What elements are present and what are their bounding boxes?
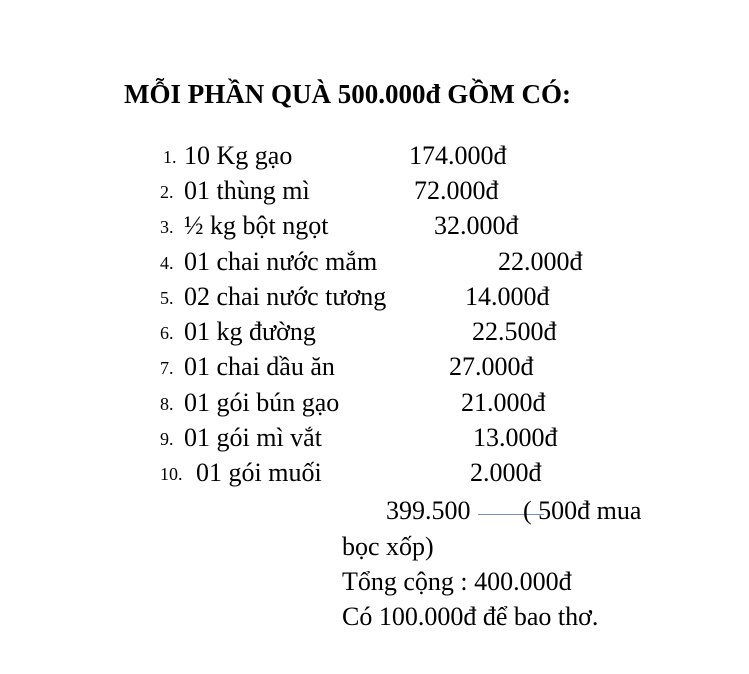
- item-number: 9.: [160, 429, 174, 449]
- item-price: 21.000đ: [461, 388, 546, 417]
- item-price: 72.000đ: [414, 176, 499, 205]
- note-line-1: ( 500đ mua: [523, 496, 642, 525]
- item-name: 10 Kg gạo: [184, 141, 293, 170]
- document-title: MỖI PHẦN QUÀ 500.000đ GỒM CÓ:: [124, 79, 571, 109]
- item-number: 3.: [160, 217, 174, 237]
- item-price: 32.000đ: [434, 211, 519, 240]
- item-number: 7.: [160, 358, 174, 378]
- item-name: 01 gói muối: [196, 458, 322, 487]
- item-name: 01 chai dầu ăn: [184, 352, 335, 381]
- item-price: 22.000đ: [498, 247, 583, 276]
- item-name: 01 chai nước mắm: [184, 247, 378, 276]
- item-name: ½ kg bột ngọt: [184, 211, 329, 240]
- item-price: 13.000đ: [473, 423, 558, 452]
- item-number: 5.: [160, 288, 174, 308]
- subtotal: 399.500: [386, 496, 471, 525]
- item-price: 174.000đ: [409, 141, 507, 170]
- item-name: 01 kg đường: [184, 317, 316, 346]
- item-number: 2.: [160, 182, 174, 202]
- item-number: 4.: [160, 253, 174, 273]
- item-name: 01 thùng mì: [184, 176, 310, 205]
- item-price: 14.000đ: [465, 282, 550, 311]
- item-name: 01 gói bún gạo: [184, 388, 340, 417]
- item-price: 22.500đ: [472, 317, 557, 346]
- item-number: 8.: [160, 394, 174, 414]
- item-name: 01 gói mì vắt: [184, 423, 322, 452]
- item-name: 02 chai nước tương: [184, 282, 387, 311]
- item-number: 6.: [160, 323, 174, 343]
- note-line-2: bọc xốp): [342, 532, 434, 561]
- item-price: 2.000đ: [470, 458, 542, 487]
- item-number: 10.: [160, 464, 183, 484]
- total-line: Tổng cộng : 400.000đ: [342, 567, 572, 596]
- item-price: 27.000đ: [449, 352, 534, 381]
- item-number: 1.: [163, 147, 177, 167]
- remainder-line: Có 100.000đ để bao thơ.: [342, 602, 599, 631]
